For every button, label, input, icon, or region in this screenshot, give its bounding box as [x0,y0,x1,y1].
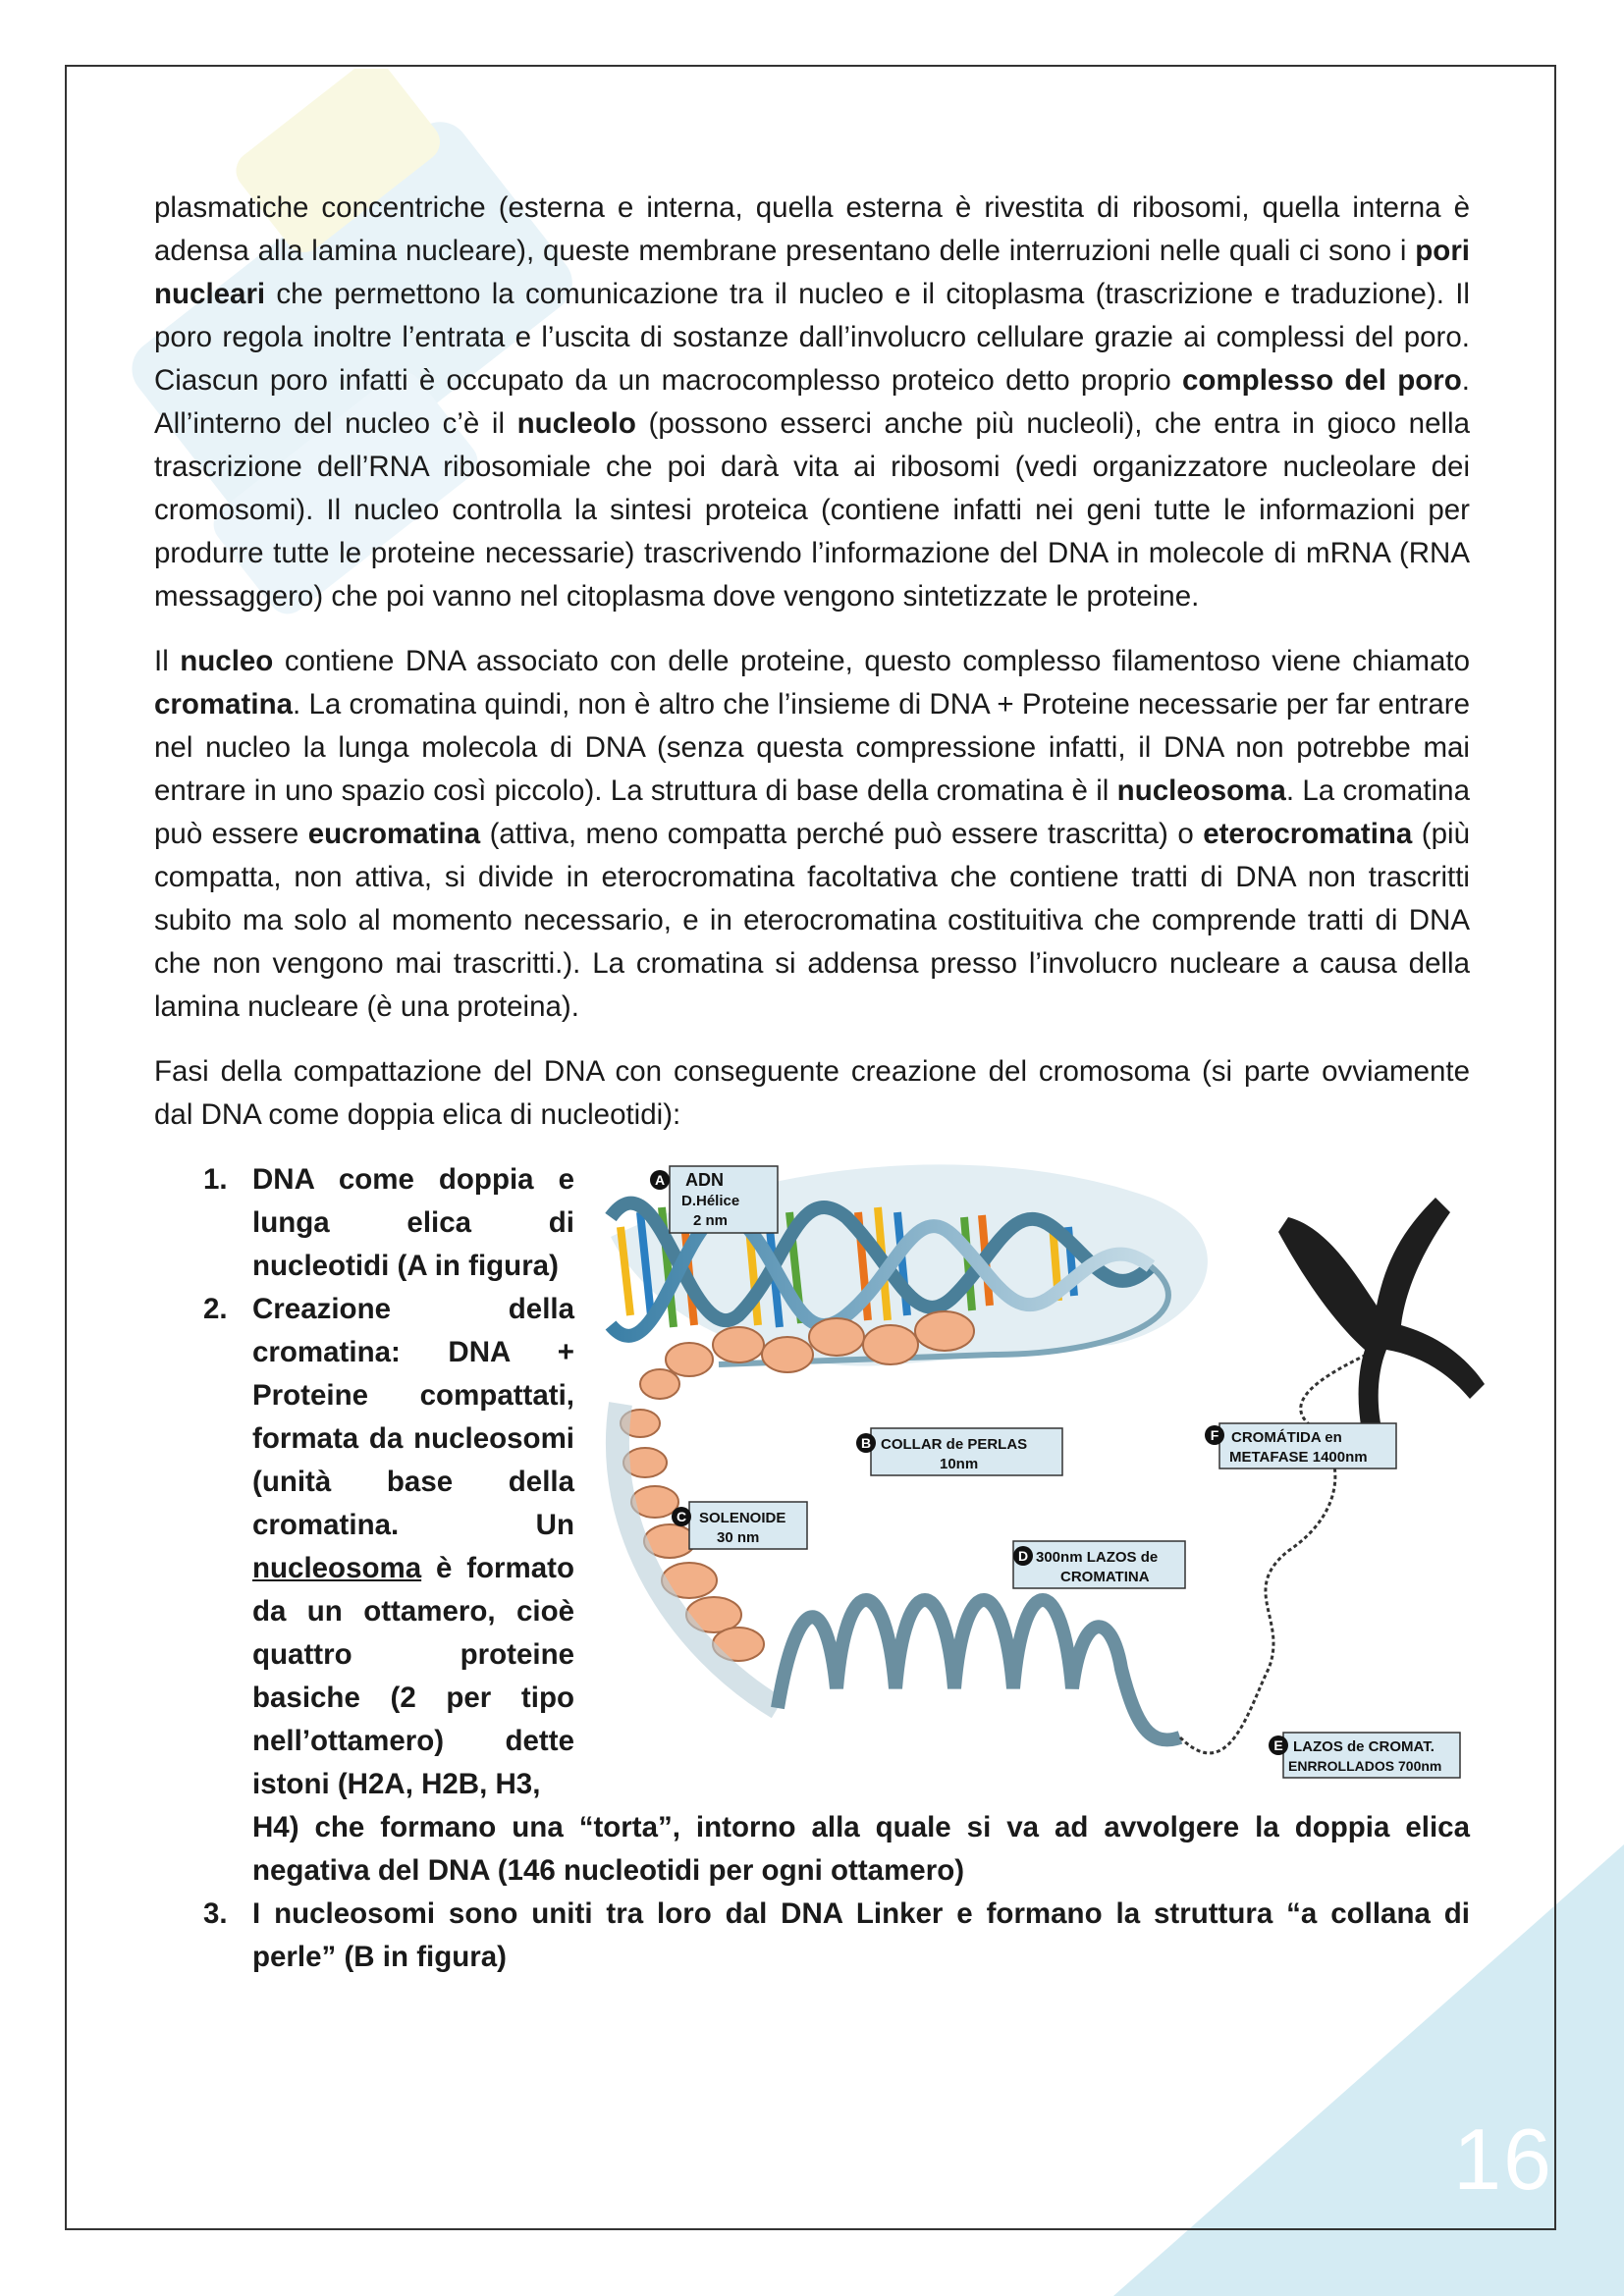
phase-text: DNA come doppia e lunga elica di nucleotidi (A in figura) [252,1163,574,1282]
svg-text:E: E [1273,1737,1283,1753]
phase-number: 2. [203,1293,228,1325]
phase-number: 1. [203,1163,228,1196]
phase-item-2 [154,1288,1470,1893]
svg-text:D: D [1017,1548,1029,1564]
svg-text:300nm LAZOS de: 300nm LAZOS de [1036,1549,1159,1566]
svg-text:CROMÁTIDA en: CROMÁTIDA en [1231,1429,1342,1446]
svg-text:B: B [860,1435,872,1451]
phase-item-1 [154,1158,1470,1288]
svg-text:CROMATINA: CROMATINA [1060,1569,1150,1585]
svg-text:D.Hélice: D.Hélice [681,1193,740,1209]
phase-item-3 [154,1893,1470,1979]
paragraph-phases-intro: Fasi della compattazione del DNA con conseguente creazione del cromosoma (si parte ovviamente dal DNA come doppia elica di nucleotidi): [154,1055,1470,1131]
phases-block [154,1158,1470,1979]
phase-text: I nucleosomi sono uniti tra loro dal DNA Linker e formano la struttura “a collana di perle” (B in figura) [252,1897,1470,1973]
svg-text:A: A [654,1172,666,1188]
svg-text:10nm: 10nm [940,1456,979,1472]
paragraph-nuclear-membrane: plasmatiche concentriche (esterna e interna, quella esterna è rivestita di ribosomi, quella interna è adensa alla lamina nucleare), queste membrane presentano delle interruzioni nelle quali ci sono i pori nucleari che permettono la comunicazione tra il nucleo e il citoplasma (trascrizione e traduzione). Il poro regola inoltre l’entrata e l’uscita di sostanze dall’involucro cellulare grazie ai complessi del poro. Ciascun poro infatti è occupato da un macrocomplesso proteico detto proprio complesso del poro. All’interno del nucleo c’è il nucleolo (possono esserci anche più nucleoli), che entra in gioco nella trascrizione dell’RNA ribosomiale che poi darà vita ai ribosomi (vedi organizzatore nucleolare dei cromosomi). Il nucleo controlla la sintesi proteica (contiene infatti nei geni tutte le informazioni per produrre tutte le proteine necessarie) trascrivendo l’informazione del DNA in molecole di mRNA (RNA messaggero) che poi vanno nel citoplasma dove vengono sintetizzate le proteine. [154,191,1471,613]
svg-text:METAFASE 1400nm: METAFASE 1400nm [1229,1449,1368,1466]
phase-number: 3. [203,1897,228,1930]
svg-text:30 nm: 30 nm [717,1529,760,1546]
phase-text-continued: H4) che formano una “torta”, intorno alla quale si va ad avvolgere la doppia elica negativa del DNA (146 nucleotidi per ogni ottamero) [252,1811,1470,1887]
page-content [154,187,1470,1979]
nucleosoma-underlined: nucleosoma [252,1552,422,1584]
svg-text:F: F [1210,1427,1219,1443]
svg-text:COLLAR de PERLAS: COLLAR de PERLAS [881,1436,1028,1453]
svg-text:LAZOS de CROMAT.: LAZOS de CROMAT. [1293,1738,1435,1755]
svg-text:ADN: ADN [685,1170,724,1190]
svg-text:ENRROLLADOS 700nm: ENRROLLADOS 700nm [1288,1758,1442,1774]
svg-text:C: C [676,1509,687,1524]
page-number: 16 [1453,2110,1553,2208]
svg-text:SOLENOIDE: SOLENOIDE [699,1510,786,1526]
compaction-phases-list [154,1158,1470,1979]
svg-text:2 nm: 2 nm [693,1212,729,1229]
phase-text: Creazione della cromatina: DNA + Proteine compattati, formata da nucleosomi (unità base della cromatina. Un nucleosoma è formato da un ottamero, cioè quattro proteine basiche (2 per tipo nell’ottamero) dette istoni (H2A, H2B, H3, [252,1293,574,1800]
paragraph-chromatin: Il nucleo contiene DNA associato con delle proteine, questo complesso filamentoso viene chiamato cromatina. La cromatina quindi, non è altro che l’insieme di DNA + Proteine necessarie per far entrare nel nucleo la lunga molecola di DNA (senza questa compressione infatti, il DNA non potrebbe mai entrare in uno spazio così piccolo). La struttura di base della cromatina è il nucleosoma. La cromatina può essere eucromatina (attiva, meno compatta perché può essere trascritta) o eterocromatina (più compatta, non attiva, si divide in eterocromatina facoltativa che contiene tratti di DNA non trascritti subito ma solo al momento necessario, e in eterocromatina costituitiva che comprende tratti di DNA che non vengono mai trascritti.). La cromatina si addensa presso l’involucro nucleare a causa della lamina nucleare (è una proteina). [154,645,1470,1023]
